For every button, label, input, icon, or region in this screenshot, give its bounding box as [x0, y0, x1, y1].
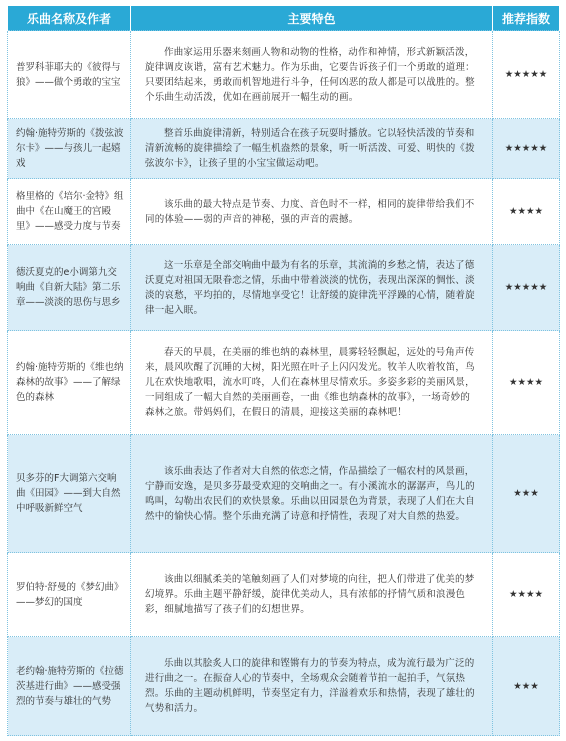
table-row — [8, 245, 560, 331]
music-title-cell: 约翰·施特劳斯的《维也纳森林的故事》——了解绿色的森林 — [8, 331, 131, 435]
table-row — [8, 553, 560, 637]
header-name: 乐曲名称及作者 — [8, 6, 131, 31]
table-row — [8, 435, 560, 553]
music-title-cell: 约翰·施特劳斯的《拨弦波尔卡》——与孩儿一起嬉戏 — [8, 119, 131, 179]
feature-cell — [131, 435, 493, 553]
rating-stars: ★★★★★ — [493, 245, 560, 331]
rating-stars: ★★★ — [493, 637, 560, 736]
rating-stars: ★★★ — [493, 435, 560, 553]
feature-text: 乐曲以其脍炙人口的旋律和铿锵有力的节奏为特点，成为流行最为广泛的进行曲之一。在振奋人心的节奏中，全场观众会随着节拍一起拍手，气氛热烈。乐曲的主题动机鲜明，节奏坚定有力，洋溢着欢乐和热情，表现了雄壮的气势和活力。 — [145, 658, 475, 714]
music-title-cell: 老约翰·施特劳斯的《拉德茨基进行曲》——感受强烈的节奏与雄壮的气势 — [8, 637, 131, 736]
feature-cell — [131, 179, 493, 245]
rating-stars: ★★★★★ — [493, 119, 560, 179]
table-row — [8, 179, 560, 245]
table-row — [8, 119, 560, 179]
feature-text: 整首乐曲旋律清新，特别适合在孩子玩耍时播放。它以轻快活泼的节奏和清新流畅的旋律描绘了一幅生机盎然的景象，听一听活泼、可爱、明快的《拨弦波尔卡》，让孩子里的小宝宝做运动吧。 — [145, 128, 475, 169]
feature-text: 春天的早晨，在美丽的维也纳的森林里，晨雾轻轻飘起，远处的号角声传来，晨风吹醒了沉睡的大树，阳光照在叶子上闪闪发光。牧羊人吹着牧笛，鸟儿在欢快地歌唱，流水叮咚，人们在森林里尽情欢乐。多姿多彩的美丽风景，一同组成了一幅大自然的美丽画卷，一曲《维也纳森林的故事》，一场奇妙的森林之旅。带妈妈们，在假日的清晨，迎接这美丽的森林吧！ — [145, 347, 475, 418]
table-row — [8, 331, 560, 435]
feature-cell — [131, 331, 493, 435]
rating-stars: ★★★★ — [493, 553, 560, 637]
music-title-cell: 格里格的《培尔·金特》组曲中《在山魔王的宫殿里》——感受力度与节奏 — [8, 179, 131, 245]
table-row — [8, 31, 560, 119]
rating-stars: ★★★★ — [493, 179, 560, 245]
feature-text: 该乐曲表达了作者对大自然的依恋之情，作品描绘了一幅农村的风景画，宁静而安逸，是贝多芬最受欢迎的交响曲之一。有小溪流水的潺潺声，鸟儿的鸣叫，勾勒出农民们的欢快景象。乐曲以田园景色为背景，表现了人们在大自然中的愉快心情。整个乐曲充满了诗意和抒情性，表现了对大自然的热爱。 — [145, 465, 475, 522]
feature-text: 这一乐章是全部交响曲中最为有名的乐章，其流淌的乡愁之情，表达了德沃夏克对祖国无限眷恋之情，乐曲中带着淡淡的忧伤，表现出深深的惆怅、淡淡的哀愁，平均拍的，尽情地享受它！让舒缓的旋律洗平浮躁的心情，随着旋律一起入眠。 — [145, 259, 475, 316]
feature-cell — [131, 245, 493, 331]
music-title-cell: 普罗科菲耶夫的《彼得与狼》——做个勇敢的宝宝 — [8, 31, 131, 119]
rating-stars: ★★★★★ — [493, 31, 560, 119]
music-title-cell: 罗伯特·舒曼的《梦幻曲》——梦幻的国度 — [8, 553, 131, 637]
table-row — [8, 637, 560, 736]
header-feature: 主要特色 — [131, 6, 493, 31]
header-rating: 推荐指数 — [493, 6, 560, 31]
table-header-row — [8, 6, 560, 31]
feature-text: 作曲家运用乐器来刻画人物和动物的性格，动作和神情，形式新颖活泼，旋律调皮诙谐，富有艺术魅力。作为乐曲，它要告诉孩子们一个勇敢的道理：只要团结起来，勇敢而机智地进行斗争，任何凶恶的敌人都是可以战胜的。整个乐曲生动活泼，优如在画前展开一幅生动的画。 — [145, 46, 475, 103]
feature-text: 该乐曲的最大特点是节奏、力度、音色时不一样，相同的旋律带给我们不同的体验——弱的声音的神秘，强的声音的震撼。 — [145, 198, 475, 225]
music-title-cell: 贝多芬的F大调第六交响曲《田园》——到大自然中呼吸新鲜空气 — [8, 435, 131, 553]
rating-stars: ★★★★ — [493, 331, 560, 435]
feature-cell — [131, 31, 493, 119]
feature-cell — [131, 119, 493, 179]
music-title-cell: 德沃夏克的e小调第九交响曲《自新大陆》第二乐章——淡淡的思伤与思乡 — [8, 245, 131, 331]
feature-text: 该曲以细腻柔美的笔触刻画了人们对梦境的向往，把人们带进了优美的梦幻境界。乐曲主题平静舒缓，旋律优美动人，具有浓郁的抒情气质和浪漫色彩，细腻地描写了孩子们的幻想世界。 — [145, 574, 475, 615]
feature-cell — [131, 553, 493, 637]
music-recommendation-table — [7, 6, 560, 736]
feature-cell — [131, 637, 493, 736]
